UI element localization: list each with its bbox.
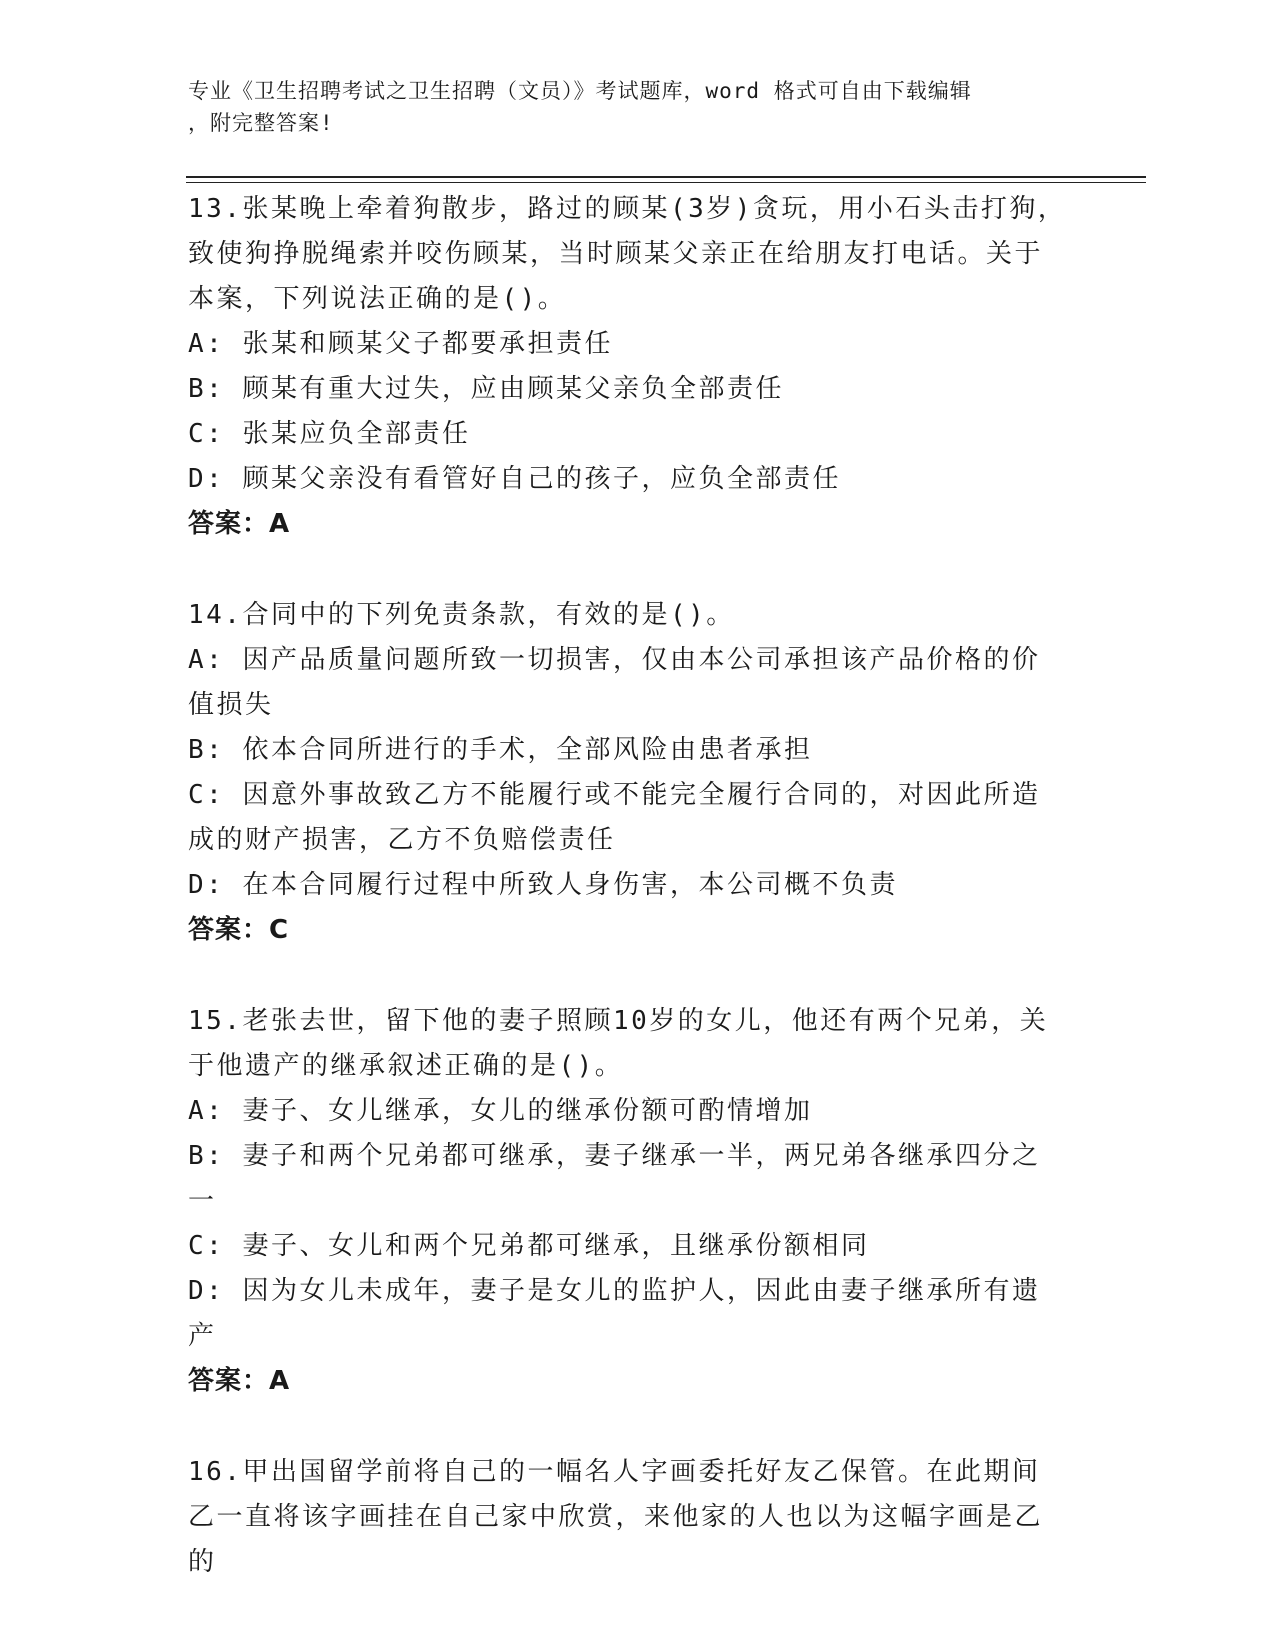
- answer-label: 答案：A: [188, 1366, 291, 1396]
- question-16: [188, 1450, 1068, 1585]
- question-stem: 13.张某晚上牵着狗散步，路过的顾某(3岁)贪玩，用小石头击打狗，致使狗挣脱绳索并咬伤顾某，当时顾某父亲正在给朋友打电话。关于本案，下列说法正确的是()。: [188, 194, 1067, 314]
- answer-label: 答案：A: [188, 509, 291, 539]
- answer-label: 答案：C: [188, 915, 290, 945]
- question-stem: 15.老张去世，留下他的妻子照顾10岁的女儿，他还有两个兄弟，关于他遗产的继承叙述正确的是()。: [188, 1006, 1049, 1081]
- option-b: B: 依本合同所进行的手术，全部风险由患者承担: [188, 735, 813, 765]
- question-13: [188, 187, 1068, 547]
- option-a: A: 张某和顾某父子都要承担责任: [188, 329, 613, 359]
- header-line-2: ，附完整答案!: [188, 111, 334, 135]
- header-divider-thin: [186, 182, 1146, 183]
- option-b: B: 妻子和两个兄弟都可继承，妻子继承一半，两兄弟各继承四分之一: [188, 1141, 1041, 1216]
- option-d: D: 顾某父亲没有看管好自己的孩子，应负全部责任: [188, 464, 841, 494]
- option-c: C: 妻子、女儿和两个兄弟都可继承，且继承份额相同: [188, 1231, 870, 1261]
- option-a: A: 妻子、女儿继承，女儿的继承份额可酌情增加: [188, 1096, 813, 1126]
- option-d: D: 因为女儿未成年，妻子是女儿的监护人，因此由妻子继承所有遗产: [188, 1276, 1041, 1351]
- document-header: [188, 75, 1068, 139]
- question-list: [188, 187, 1068, 1631]
- question-stem: 16.甲出国留学前将自己的一幅名人字画委托好友乙保管。在此期间乙一直将该字画挂在自己家中欣赏，来他家的人也以为这幅字画是乙的: [188, 1457, 1044, 1577]
- question-14: [188, 593, 1068, 953]
- question-15: [188, 999, 1068, 1404]
- option-a: A: 因产品质量问题所致一切损害，仅由本公司承担该产品价格的价值损失: [188, 645, 1041, 720]
- question-stem: 14.合同中的下列免责条款，有效的是()。: [188, 600, 735, 630]
- option-c: C: 张某应负全部责任: [188, 419, 471, 449]
- header-line-1: 专业《卫生招聘考试之卫生招聘（文员）》考试题库，word 格式可自由下载编辑: [188, 79, 972, 103]
- option-b: B: 顾某有重大过失，应由顾某父亲负全部责任: [188, 374, 784, 404]
- option-d: D: 在本合同履行过程中所致人身伤害，本公司概不负责: [188, 870, 898, 900]
- option-c: C: 因意外事故致乙方不能履行或不能完全履行合同的，对因此所造成的财产损害，乙方不负赔偿责任: [188, 780, 1041, 855]
- header-divider-thick: [186, 176, 1146, 178]
